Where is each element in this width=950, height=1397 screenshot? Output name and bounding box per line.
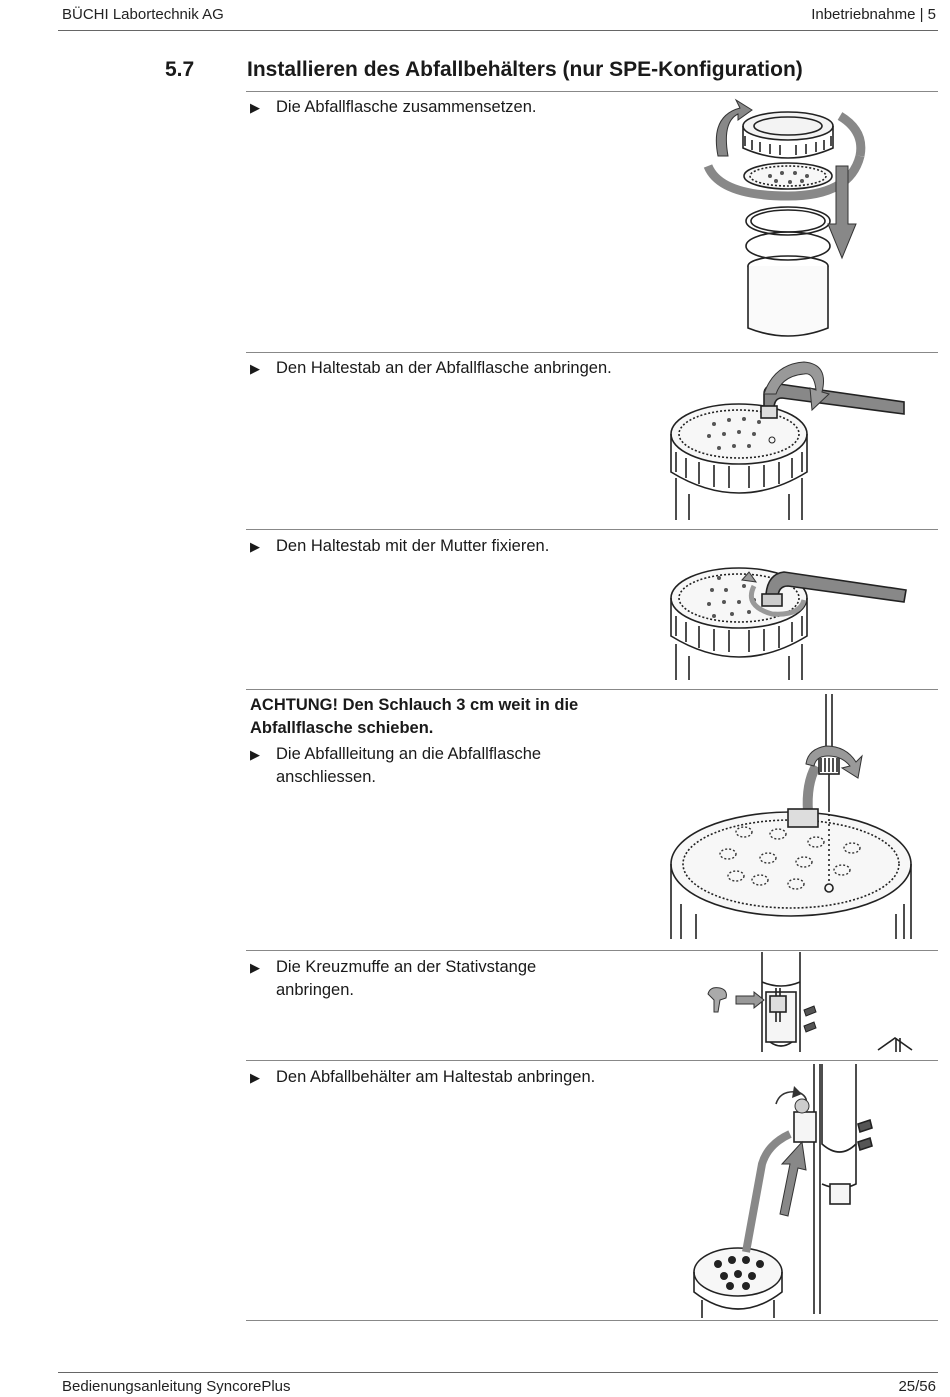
step-1-text: Die Abfallflasche zusammensetzen. — [276, 98, 537, 116]
mount-waste-container-illustration — [690, 1064, 890, 1318]
step-divider — [246, 352, 938, 353]
header-chapter: Inbetriebnahme | 5 — [811, 6, 936, 23]
step-divider — [246, 529, 938, 530]
bullet-triangle-icon: ▶ — [250, 747, 260, 762]
header-divider — [58, 30, 938, 31]
bullet-triangle-icon: ▶ — [250, 100, 260, 115]
step-divider — [246, 950, 938, 951]
step-divider — [246, 1060, 938, 1061]
footer-manual-title: Bedienungsanleitung SyncorePlus — [62, 1378, 291, 1395]
bullet-triangle-icon: ▶ — [250, 539, 260, 554]
step-divider — [246, 689, 938, 690]
step-6-text: Den Abfallbehälter am Haltestab anbringen. — [276, 1068, 596, 1086]
bullet-triangle-icon: ▶ — [250, 960, 260, 975]
step-divider — [246, 1320, 938, 1321]
step-4-text: Die Abfallleitung an die Abfallflasche anschliessen. — [276, 745, 542, 786]
step-6 — [250, 1066, 650, 1089]
step-3 — [250, 535, 650, 558]
bullet-triangle-icon: ▶ — [250, 1070, 260, 1085]
footer-page-number: 25/56 — [898, 1378, 936, 1395]
section-number: 5.7 — [165, 58, 195, 81]
bullet-triangle-icon: ▶ — [250, 361, 260, 376]
step-4 — [250, 743, 650, 789]
cross-clamp-illustration — [700, 952, 915, 1054]
holder-rod-attach-illustration — [664, 354, 914, 522]
attention-warning: ACHTUNG! Den Schlauch 3 cm weit in die Abfallflasche schieben. — [250, 696, 579, 737]
footer-divider — [58, 1372, 938, 1373]
bottle-assembly-illustration — [700, 96, 870, 346]
waste-line-connect-illustration — [666, 694, 916, 944]
step-2 — [250, 357, 650, 380]
step-1 — [250, 96, 650, 119]
section-divider — [246, 91, 938, 92]
step-3-text: Den Haltestab mit der Mutter fixieren. — [276, 537, 550, 555]
step-5 — [250, 956, 650, 1002]
step-2-text: Den Haltestab an der Abfallflasche anbringen. — [276, 359, 612, 377]
header-company: BÜCHI Labortechnik AG — [62, 6, 224, 23]
fix-nut-illustration — [664, 556, 914, 682]
section-title: Installieren des Abfallbehälters (nur SPE-Konfiguration) — [247, 58, 803, 81]
step-5-text: Die Kreuzmuffe an der Stativstange anbringen. — [276, 958, 537, 999]
